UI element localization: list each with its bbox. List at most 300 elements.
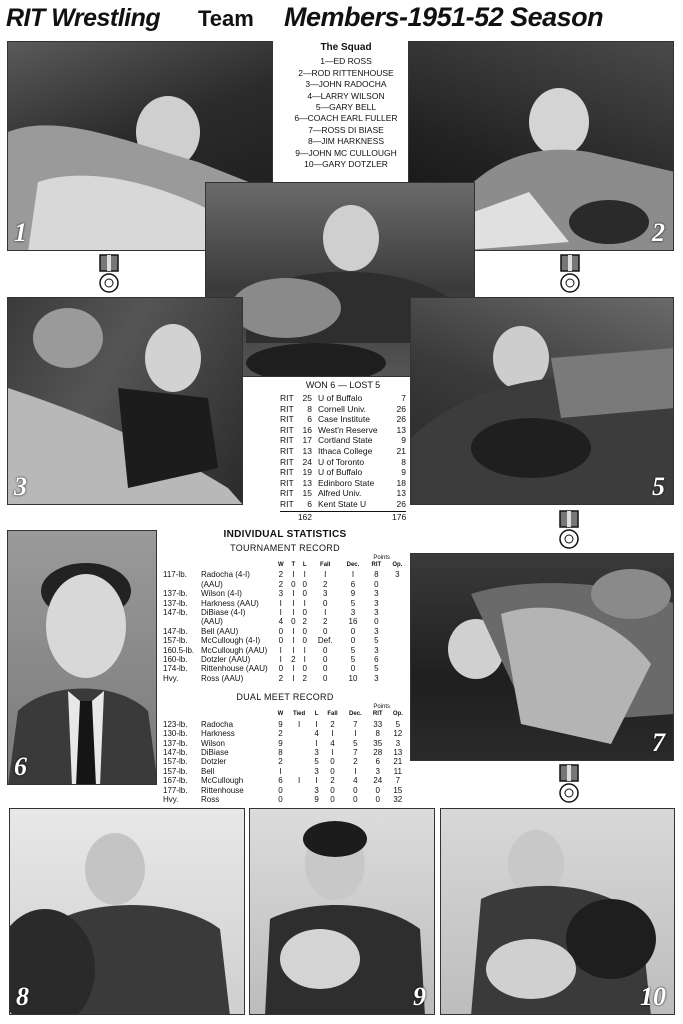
photo-5-figures bbox=[411, 298, 674, 505]
photo-number: 8 bbox=[16, 982, 29, 1011]
stat-cell: 5 bbox=[314, 757, 319, 767]
stat-cell: 3 bbox=[374, 645, 379, 655]
points-label: Points bbox=[373, 555, 390, 561]
match-team: RIT bbox=[280, 403, 294, 414]
stat-cell: I bbox=[297, 719, 301, 729]
title-part-3: Members-1951-52 Season bbox=[284, 2, 604, 32]
squad-member: 9—JOHN MC CULLOUGH bbox=[295, 147, 397, 158]
stat-cell: 32 bbox=[393, 794, 403, 804]
table-row bbox=[162, 795, 408, 804]
match-opponent: Alfred Univ. bbox=[318, 488, 362, 499]
stat-cell: 0 bbox=[302, 608, 307, 618]
stat-cell: I bbox=[292, 636, 295, 646]
match-opponent: Cortland State bbox=[318, 435, 373, 446]
match-opponent-score: 13 bbox=[396, 488, 406, 499]
wrestler-name: Bell bbox=[201, 766, 215, 776]
match-opponent-score: 26 bbox=[396, 414, 406, 425]
match-opponent: U of Buffalo bbox=[318, 393, 363, 403]
stat-cell: 6 bbox=[350, 579, 356, 589]
match-opponent-score: 13 bbox=[396, 424, 406, 435]
stat-cell: 2 bbox=[291, 655, 296, 665]
match-opponent: Case Institute bbox=[318, 414, 370, 425]
match-opponent-score: 26 bbox=[396, 498, 406, 509]
stat-cell: 0 bbox=[302, 664, 307, 674]
stat-cell: I bbox=[292, 664, 295, 674]
stat-cell: 9 bbox=[278, 719, 283, 729]
table-row bbox=[162, 580, 408, 589]
photo-8 bbox=[9, 808, 245, 1015]
stat-cell: 0 bbox=[322, 655, 328, 665]
stat-cell: 6 bbox=[374, 655, 379, 665]
match-row bbox=[280, 457, 406, 468]
tournament-heading: TOURNAMENT RECORD bbox=[230, 543, 340, 553]
column-header: L bbox=[302, 562, 307, 568]
squad-member: 8—JIM HARKNESS bbox=[307, 136, 385, 147]
stat-cell: 3 bbox=[322, 589, 328, 599]
match-opponent: Ithaca College bbox=[318, 445, 373, 456]
stat-cell bbox=[387, 580, 408, 589]
photo-5 bbox=[410, 297, 674, 505]
stat-cell: 0 bbox=[291, 617, 296, 627]
stat-cell: 0 bbox=[350, 636, 356, 646]
match-opponent: Cornell Univ. bbox=[318, 403, 367, 414]
stat-cell bbox=[387, 617, 408, 626]
squad-list bbox=[286, 42, 406, 170]
weight-class: 157-lb. bbox=[163, 766, 188, 776]
match-score: 8 bbox=[307, 403, 312, 414]
match-row bbox=[280, 467, 406, 478]
stat-cell: I bbox=[292, 673, 295, 683]
table-row bbox=[162, 608, 408, 617]
table-row bbox=[162, 720, 408, 729]
stat-cell: 5 bbox=[350, 655, 356, 665]
wrestler-name: Dotzler (AAU) bbox=[201, 655, 251, 665]
table-row bbox=[162, 589, 408, 598]
weight-class: 177-lb. bbox=[163, 785, 188, 795]
stat-cell: 2 bbox=[278, 673, 284, 683]
stat-cell: 4 bbox=[353, 776, 358, 786]
medal-icon bbox=[96, 254, 122, 294]
match-team: RIT bbox=[280, 488, 294, 499]
stat-cell: 0 bbox=[302, 589, 307, 599]
stat-cell: 0 bbox=[322, 598, 328, 608]
wrestler-name: DiBiase bbox=[201, 747, 229, 757]
wrestler-name: Harkness bbox=[201, 729, 235, 739]
stat-cell: 10 bbox=[348, 673, 358, 683]
weight-class: 157-lb. bbox=[163, 636, 188, 646]
stat-cell: 3 bbox=[374, 598, 379, 608]
column-header: W bbox=[277, 562, 284, 568]
match-row bbox=[280, 488, 406, 499]
match-team: RIT bbox=[280, 424, 294, 435]
match-score: 25 bbox=[302, 393, 312, 403]
stat-cell bbox=[287, 729, 311, 738]
stat-cell bbox=[287, 786, 311, 795]
weight-class: 160-lb. bbox=[163, 655, 188, 665]
wrestler-name: (AAU) bbox=[201, 579, 223, 589]
squad-member: 10—GARY DOTZLER bbox=[304, 159, 388, 170]
match-opponent-score: 8 bbox=[401, 456, 406, 467]
stat-cell: 0 bbox=[302, 626, 307, 636]
wrestler-name: Radocha (4-I) bbox=[201, 570, 250, 580]
match-opponent-score: 26 bbox=[396, 403, 406, 414]
stat-cell: 2 bbox=[322, 617, 328, 627]
match-score: 15 bbox=[302, 488, 312, 499]
table-row bbox=[162, 748, 408, 757]
stat-cell: 0 bbox=[350, 664, 356, 674]
stat-cell: 5 bbox=[374, 664, 379, 674]
total-opponents: 176 bbox=[392, 511, 407, 522]
stat-cell: 3 bbox=[314, 785, 319, 795]
stat-cell: I bbox=[315, 776, 318, 786]
stat-cell: 0 bbox=[375, 794, 380, 804]
column-header: W bbox=[277, 711, 284, 718]
wrestler-name: (AAU) bbox=[201, 617, 223, 627]
stat-cell: I bbox=[279, 766, 282, 776]
stat-cell: 0 bbox=[330, 757, 335, 767]
stat-cell: 2 bbox=[278, 579, 284, 589]
stat-cell: 5 bbox=[374, 636, 379, 646]
stat-cell: I bbox=[279, 598, 282, 608]
match-opponent: U of Toronto bbox=[318, 456, 365, 467]
column-header: Op. bbox=[392, 562, 403, 568]
wrestler-name: Radocha bbox=[201, 719, 234, 729]
stat-cell: 3 bbox=[374, 626, 379, 636]
match-team: RIT bbox=[280, 393, 294, 403]
weight-class: Hvy. bbox=[163, 673, 179, 683]
stat-cell: 2 bbox=[302, 617, 307, 627]
stat-cell: 2 bbox=[278, 729, 283, 739]
table-row bbox=[162, 739, 408, 748]
stat-cell bbox=[387, 589, 408, 598]
column-header: RIT bbox=[371, 562, 382, 568]
match-score: 6 bbox=[307, 498, 312, 509]
stat-cell: 16 bbox=[348, 617, 358, 627]
season-record bbox=[280, 380, 406, 523]
table-row bbox=[162, 646, 408, 655]
stat-cell: I bbox=[279, 655, 282, 665]
stat-cell: 5 bbox=[350, 645, 356, 655]
wrestler-name: McCullough bbox=[201, 776, 244, 786]
match-row bbox=[280, 478, 406, 489]
stat-cell: Def. bbox=[317, 636, 333, 646]
column-header: Fall bbox=[327, 711, 338, 718]
table-row bbox=[162, 729, 408, 738]
stat-cell: 9 bbox=[278, 738, 283, 748]
weight-class: 174-lb. bbox=[163, 664, 188, 674]
stat-cell: I bbox=[303, 645, 306, 655]
stat-cell: I bbox=[354, 729, 357, 739]
stat-cell bbox=[287, 795, 311, 804]
stat-cell: 13 bbox=[393, 747, 403, 757]
squad-member: 2—ROD RITTENHOUSE bbox=[298, 67, 394, 78]
column-header: RIT bbox=[372, 711, 383, 718]
stat-cell: I bbox=[303, 598, 306, 608]
stat-cell: 12 bbox=[393, 729, 403, 739]
title-part-1: RIT Wrestling bbox=[6, 4, 161, 32]
dual-meet-heading: DUAL MEET RECORD bbox=[236, 692, 334, 703]
photo-3-figures bbox=[8, 298, 243, 505]
stat-cell: 0 bbox=[374, 579, 379, 589]
photo-9 bbox=[249, 808, 435, 1015]
weight-class: 147-lb. bbox=[163, 747, 188, 757]
stat-cell: 3 bbox=[395, 738, 401, 748]
table-row bbox=[162, 786, 408, 795]
stat-cell bbox=[387, 636, 408, 645]
squad-member: 5—GARY BELL bbox=[315, 102, 377, 113]
stat-cell: I bbox=[292, 608, 295, 618]
stat-cell: I bbox=[279, 608, 282, 618]
weight-class: 137-lb. bbox=[163, 598, 188, 608]
weight-class bbox=[162, 617, 200, 626]
stat-cell: 0 bbox=[374, 617, 379, 627]
weight-class bbox=[162, 580, 200, 589]
match-row bbox=[280, 435, 406, 446]
column-header bbox=[162, 710, 200, 719]
match-row bbox=[280, 499, 406, 510]
match-team: RIT bbox=[280, 445, 294, 456]
table-row bbox=[162, 636, 408, 645]
column-header: Fall bbox=[320, 562, 331, 568]
stat-cell bbox=[287, 748, 311, 757]
stat-cell: 0 bbox=[330, 766, 335, 776]
individual-statistics bbox=[162, 529, 408, 804]
column-header: Dec. bbox=[346, 562, 360, 568]
squad-member: 1—ED ROSS bbox=[320, 56, 372, 67]
stat-cell: 7 bbox=[353, 747, 358, 757]
stat-cell bbox=[387, 674, 408, 683]
table-row bbox=[162, 664, 408, 673]
points-label: Points bbox=[373, 704, 390, 711]
stat-cell: 6 bbox=[278, 776, 283, 786]
stat-cell: 0 bbox=[322, 645, 328, 655]
season-record-totals bbox=[280, 511, 406, 523]
stat-cell bbox=[287, 767, 311, 776]
photo-number: 2 bbox=[652, 218, 665, 247]
match-row bbox=[280, 446, 406, 457]
photo-number: 3 bbox=[14, 472, 27, 501]
photo-10 bbox=[440, 808, 675, 1015]
tournament-table bbox=[162, 561, 408, 683]
match-team: RIT bbox=[280, 477, 294, 488]
wrestler-name: Ross bbox=[201, 794, 220, 804]
stat-cell: I bbox=[324, 570, 327, 580]
stat-cell: 0 bbox=[375, 785, 380, 795]
stat-cell bbox=[387, 599, 408, 608]
wrestler-name: McCullough (4-I) bbox=[201, 636, 261, 646]
table-row bbox=[162, 674, 408, 683]
table-row bbox=[162, 570, 408, 579]
stat-cell: 15 bbox=[393, 785, 403, 795]
stat-cell: 0 bbox=[278, 785, 283, 795]
stat-cell: 21 bbox=[393, 757, 403, 767]
match-team: RIT bbox=[280, 414, 294, 425]
match-row bbox=[280, 425, 406, 436]
match-row bbox=[280, 393, 406, 404]
stat-cell: I bbox=[303, 655, 306, 665]
squad-member: 6—COACH EARL FULLER bbox=[294, 113, 398, 124]
photo-8-figures bbox=[10, 809, 245, 1015]
stat-cell: 2 bbox=[330, 719, 335, 729]
stat-cell: 0 bbox=[322, 626, 328, 636]
stat-cell: 0 bbox=[278, 794, 283, 804]
wrestler-name: McCullough (AAU) bbox=[201, 645, 268, 655]
stat-cell: 2 bbox=[330, 776, 335, 786]
stat-cell: I bbox=[351, 570, 355, 580]
stat-cell: 0 bbox=[302, 579, 307, 589]
stat-cell: 3 bbox=[374, 589, 379, 599]
wrestler-name: Dotzler bbox=[201, 757, 227, 767]
stat-cell: 5 bbox=[350, 598, 356, 608]
match-score: 13 bbox=[302, 477, 312, 488]
stat-cell: I bbox=[292, 589, 295, 599]
column-header: L bbox=[314, 711, 319, 718]
stat-cell: 0 bbox=[278, 636, 284, 646]
match-team: RIT bbox=[280, 456, 294, 467]
stat-cell: 0 bbox=[278, 626, 284, 636]
stat-cell: I bbox=[331, 729, 334, 739]
stat-cell bbox=[287, 757, 311, 766]
photo-6-portrait bbox=[8, 531, 157, 785]
stat-cell bbox=[387, 655, 408, 664]
column-header bbox=[200, 561, 274, 570]
weight-class: 167-lb. bbox=[163, 776, 188, 786]
match-row bbox=[280, 404, 406, 415]
weight-class: 147-lb. bbox=[163, 626, 188, 636]
match-score: 16 bbox=[302, 424, 312, 435]
stat-cell: I bbox=[324, 608, 327, 618]
stat-cell: I bbox=[315, 738, 318, 748]
stat-cell: 2 bbox=[322, 579, 328, 589]
stat-cell: 9 bbox=[350, 589, 356, 599]
photo-9-figures bbox=[250, 809, 435, 1015]
column-header bbox=[162, 561, 200, 570]
stat-cell: 5 bbox=[353, 738, 358, 748]
squad-member: 3—JOHN RADOCHA bbox=[305, 79, 387, 90]
stat-cell: 0 bbox=[278, 664, 284, 674]
column-header: Dec. bbox=[349, 711, 362, 718]
stat-cell: 33 bbox=[373, 719, 383, 729]
wrestler-name: Ross (AAU) bbox=[201, 673, 244, 683]
match-opponent-score: 7 bbox=[401, 393, 406, 403]
squad-heading: The Squad bbox=[320, 42, 372, 53]
medal-icon bbox=[556, 510, 582, 550]
stat-cell: 0 bbox=[322, 673, 328, 683]
stat-cell: 0 bbox=[330, 785, 335, 795]
photo-number: 5 bbox=[652, 472, 665, 501]
match-team: RIT bbox=[280, 435, 294, 446]
stat-cell: 3 bbox=[374, 608, 379, 618]
season-record-heading: WON 6 — LOST 5 bbox=[305, 380, 381, 390]
stat-cell: I bbox=[292, 645, 295, 655]
stat-cell: 8 bbox=[374, 570, 379, 580]
column-header bbox=[200, 710, 274, 719]
match-opponent-score: 18 bbox=[396, 477, 406, 488]
photo-7-figures bbox=[411, 554, 674, 761]
stat-cell: 2 bbox=[278, 757, 283, 767]
stat-cell: 0 bbox=[302, 636, 307, 646]
statistics-heading: INDIVIDUAL STATISTICS bbox=[223, 529, 347, 540]
match-opponent-score: 21 bbox=[396, 445, 406, 456]
table-row bbox=[162, 767, 408, 776]
match-team: RIT bbox=[280, 498, 294, 509]
stat-cell: 3 bbox=[278, 589, 284, 599]
weight-class: 147-lb. bbox=[163, 608, 188, 618]
wrestler-name: Rittenhouse bbox=[201, 785, 244, 795]
stat-cell: I bbox=[297, 776, 301, 786]
stat-cell bbox=[387, 664, 408, 673]
table-row bbox=[162, 617, 408, 626]
wrestler-name: Wilson (4-I) bbox=[201, 589, 242, 599]
stat-cell: 2 bbox=[353, 757, 358, 767]
squad-member: 4—LARRY WILSON bbox=[307, 90, 385, 101]
stat-cell: 0 bbox=[350, 626, 356, 636]
match-score: 24 bbox=[302, 456, 312, 467]
dual-meet-table bbox=[162, 710, 408, 804]
stat-cell: 4 bbox=[330, 738, 335, 748]
stat-cell: 0 bbox=[291, 579, 296, 589]
photo-number: 6 bbox=[14, 752, 27, 781]
column-header: Tied bbox=[292, 711, 306, 718]
wrestler-name: Wilson bbox=[201, 738, 226, 748]
stat-cell: 24 bbox=[373, 776, 383, 786]
stat-cell: 4 bbox=[278, 617, 284, 627]
wrestler-name: Bell (AAU) bbox=[201, 626, 239, 636]
stat-cell: 3 bbox=[350, 608, 356, 618]
stat-cell: 35 bbox=[373, 738, 383, 748]
medal-icon bbox=[557, 254, 583, 294]
match-score: 19 bbox=[302, 467, 312, 478]
stat-cell bbox=[287, 739, 311, 748]
stat-cell: 8 bbox=[375, 729, 380, 739]
match-row bbox=[280, 414, 406, 425]
stat-cell bbox=[387, 646, 408, 655]
stat-cell: 0 bbox=[330, 794, 335, 804]
weight-class: 123-lb. bbox=[163, 719, 188, 729]
match-opponent-score: 9 bbox=[401, 467, 406, 478]
stat-cell: 8 bbox=[278, 747, 283, 757]
stat-cell: I bbox=[292, 598, 295, 608]
weight-class: Hvy. bbox=[163, 794, 179, 804]
stat-cell: 3 bbox=[374, 673, 379, 683]
weight-class: 160.5-lb. bbox=[163, 645, 195, 655]
stat-cell: I bbox=[292, 570, 295, 580]
stat-cell: 0 bbox=[322, 664, 328, 674]
stat-cell: 3 bbox=[395, 570, 400, 580]
stat-cell: I bbox=[303, 570, 306, 580]
weight-class: 137-lb. bbox=[163, 589, 188, 599]
stat-cell: 3 bbox=[314, 766, 319, 776]
stat-cell: 6 bbox=[375, 757, 380, 767]
stat-cell: 5 bbox=[395, 719, 401, 729]
match-opponent: Edinboro State bbox=[318, 477, 375, 488]
stat-cell: I bbox=[331, 747, 334, 757]
photo-6 bbox=[7, 530, 157, 785]
wrestler-name: Harkness (AAU) bbox=[201, 598, 259, 608]
weight-class: 157-lb. bbox=[163, 757, 188, 767]
stat-cell: I bbox=[292, 626, 295, 636]
weight-class: 137-lb. bbox=[163, 738, 188, 748]
photo-number: 9 bbox=[413, 982, 426, 1011]
column-header: Op. bbox=[392, 711, 403, 718]
wrestler-name: Rittenhouse (AAU) bbox=[201, 664, 268, 674]
title-part-2: Team bbox=[198, 6, 254, 31]
match-opponent: West'n Reserve bbox=[318, 424, 378, 435]
table-row bbox=[162, 776, 408, 785]
stat-cell: 7 bbox=[395, 776, 401, 786]
wrestler-name: DiBiase (4-I) bbox=[201, 608, 246, 618]
stat-cell: 9 bbox=[314, 794, 319, 804]
